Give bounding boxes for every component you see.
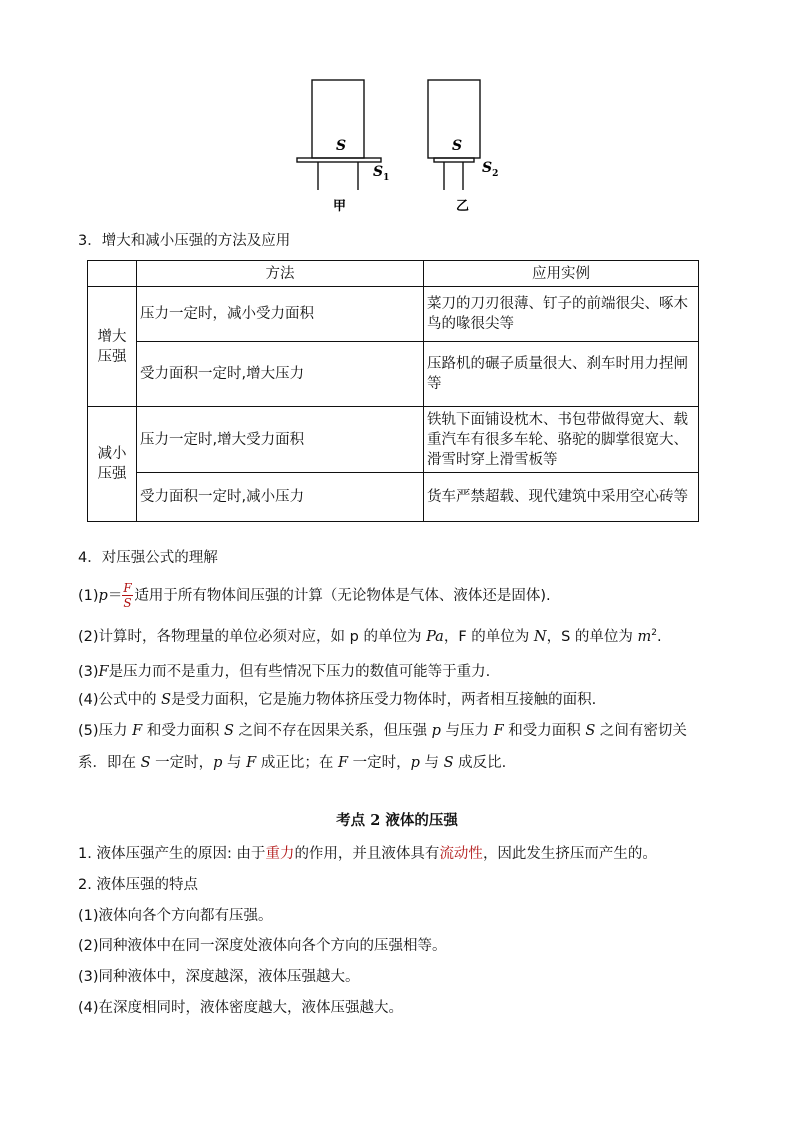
- label-s-left: S: [336, 138, 347, 154]
- unit-pa: Pa: [426, 629, 444, 645]
- kaodian2-title: 考点 2 液体的压强: [336, 812, 458, 829]
- pressure-methods-table: [87, 260, 699, 522]
- row-example: 铁轨下面铺设枕木、书包带做得宽大、载重汽车有很多车轮、骆驼的脚掌很宽大、滑雪时穿上滑雪板等: [424, 407, 699, 473]
- formula-item-2: [78, 625, 662, 646]
- kaodian2-item-1: [78, 842, 657, 863]
- item2-end: .: [657, 629, 662, 645]
- table-header-row: [88, 261, 699, 287]
- item5-text: 和受力面积: [142, 723, 224, 739]
- formula-item-5-line2: [78, 751, 506, 772]
- item2-mid1: ，F 的单位为: [443, 629, 534, 645]
- formula-item-3: [78, 660, 490, 681]
- item4-prefix: (4)公式中的: [78, 692, 162, 708]
- pressure-figure: [290, 72, 510, 222]
- header-example: 应用实例: [424, 261, 699, 287]
- row-method: 压力一定时，减小受力面积: [137, 287, 424, 342]
- item5-text: 和受力面积: [503, 723, 586, 739]
- item3-text: 是压力而不是重力，但有些情况下压力的数值可能等于重力.: [108, 664, 491, 680]
- liquid-point: (4)在深度相同时，液体密度越大，液体压强越大。: [78, 1000, 404, 1016]
- item5-f: F: [493, 723, 504, 739]
- section3-heading: 3．增大和减小压强的方法及应用: [78, 233, 291, 249]
- row-method: 受力面积一定时,减小压力: [137, 473, 424, 522]
- formula-item-5-line1: [78, 719, 687, 740]
- fraction-denominator: S: [123, 596, 132, 610]
- formula-fraction: [122, 581, 134, 610]
- item3-f: F: [98, 664, 109, 680]
- item5-p: p: [431, 723, 441, 739]
- item5-f: F: [132, 723, 143, 739]
- item1-text: 适用于所有物体间压强的计算（无论物体是气体、液体还是固体).: [134, 588, 551, 604]
- k2-item1-prefix: 1. 液体压强产生的原因: 由于: [78, 846, 266, 862]
- item5-f: F: [337, 755, 349, 771]
- item2-mid2: ，S 的单位为: [546, 629, 638, 645]
- item1-eq: ＝: [107, 588, 123, 604]
- group-label-decrease: 减小压强: [88, 407, 137, 522]
- item5-text: 与压力: [440, 723, 494, 739]
- k2-item1-mid: 的作用，并且液体具有: [294, 846, 440, 862]
- item5-text: 一定时，: [348, 755, 411, 771]
- liquid-point: (1)液体向各个方向都有压强。: [78, 908, 273, 924]
- plate-left: [297, 158, 381, 162]
- liquid-point: (2)同种液体中在同一深度处液体向各个方向的压强相等。: [78, 938, 447, 954]
- item5-text: (5)压力: [78, 723, 133, 739]
- row-method: 压力一定时,增大受力面积: [137, 407, 424, 473]
- item4-text: 是受力面积，它是施力物体挤压受力物体时，两者相互接触的面积.: [171, 692, 597, 708]
- header-method: 方法: [137, 261, 424, 287]
- item1-p: p: [98, 588, 108, 604]
- item5-p: p: [410, 755, 420, 771]
- item5-s: S: [585, 723, 596, 739]
- liquid-point: (3)同种液体中，深度越深，液体压强越大。: [78, 969, 360, 985]
- fraction-numerator: F: [123, 581, 132, 595]
- table-row: [88, 473, 699, 522]
- label-s1: $S_1$: [373, 164, 390, 183]
- item5-s: S: [140, 755, 151, 771]
- row-example: 菜刀的刀刃很薄、钉子的前端很尖、啄木鸟的喙很尖等: [424, 287, 699, 342]
- row-example: 货车严禁超载、现代建筑中采用空心砖等: [424, 473, 699, 522]
- item1-prefix: (1): [78, 588, 99, 604]
- k2-gravity: 重力: [265, 846, 295, 862]
- group-label-increase: 增大压强: [88, 287, 137, 407]
- item5-text: 与: [222, 755, 247, 771]
- k2-item1-end: ，因此发生挤压而产生的。: [482, 846, 657, 862]
- section4-heading: 4．对压强公式的理解: [78, 550, 218, 566]
- plate-right: [434, 158, 474, 162]
- kaodian2-item-2-heading: 2. 液体压强的特点: [78, 877, 198, 893]
- unit-n: N: [533, 629, 547, 645]
- row-example: 压路机的碾子质量很大、刹车时用力捏闸等: [424, 342, 699, 407]
- caption-left: 甲: [333, 199, 347, 214]
- item5-text: 系．即在: [78, 755, 141, 771]
- item5-text: 一定时，: [150, 755, 214, 771]
- table-row: [88, 342, 699, 407]
- item5-s: S: [223, 723, 234, 739]
- formula-item-4: [78, 688, 596, 709]
- row-method: 受力面积一定时,增大压力: [137, 342, 424, 407]
- item5-p: p: [213, 755, 223, 771]
- unit-m-exponent: 2: [651, 628, 657, 639]
- item5-f: F: [246, 755, 257, 771]
- k2-fluidity: 流动性: [439, 846, 483, 862]
- unit-m: m: [637, 629, 652, 645]
- item5-text: 之间有密切关: [595, 723, 687, 739]
- item5-s: S: [443, 755, 454, 771]
- item4-s: S: [161, 692, 172, 708]
- table-row: [88, 407, 699, 473]
- item5-text: 与: [419, 755, 444, 771]
- table-corner-cell: [88, 261, 137, 287]
- label-s-right: S: [452, 138, 463, 154]
- table-row: [88, 287, 699, 342]
- formula-item-1: [78, 581, 551, 610]
- label-s2: $S_2$: [482, 160, 499, 179]
- caption-right: 乙: [456, 199, 470, 214]
- item2-prefix: (2)计算时，各物理量的单位必须对应，如 p 的单位为: [78, 629, 427, 645]
- item3-prefix: (3): [78, 664, 99, 680]
- item5-text: 之间不存在因果关系，但压强: [233, 723, 432, 739]
- item5-text: 成正比；在: [256, 755, 338, 771]
- item5-text: 成反比.: [453, 755, 507, 771]
